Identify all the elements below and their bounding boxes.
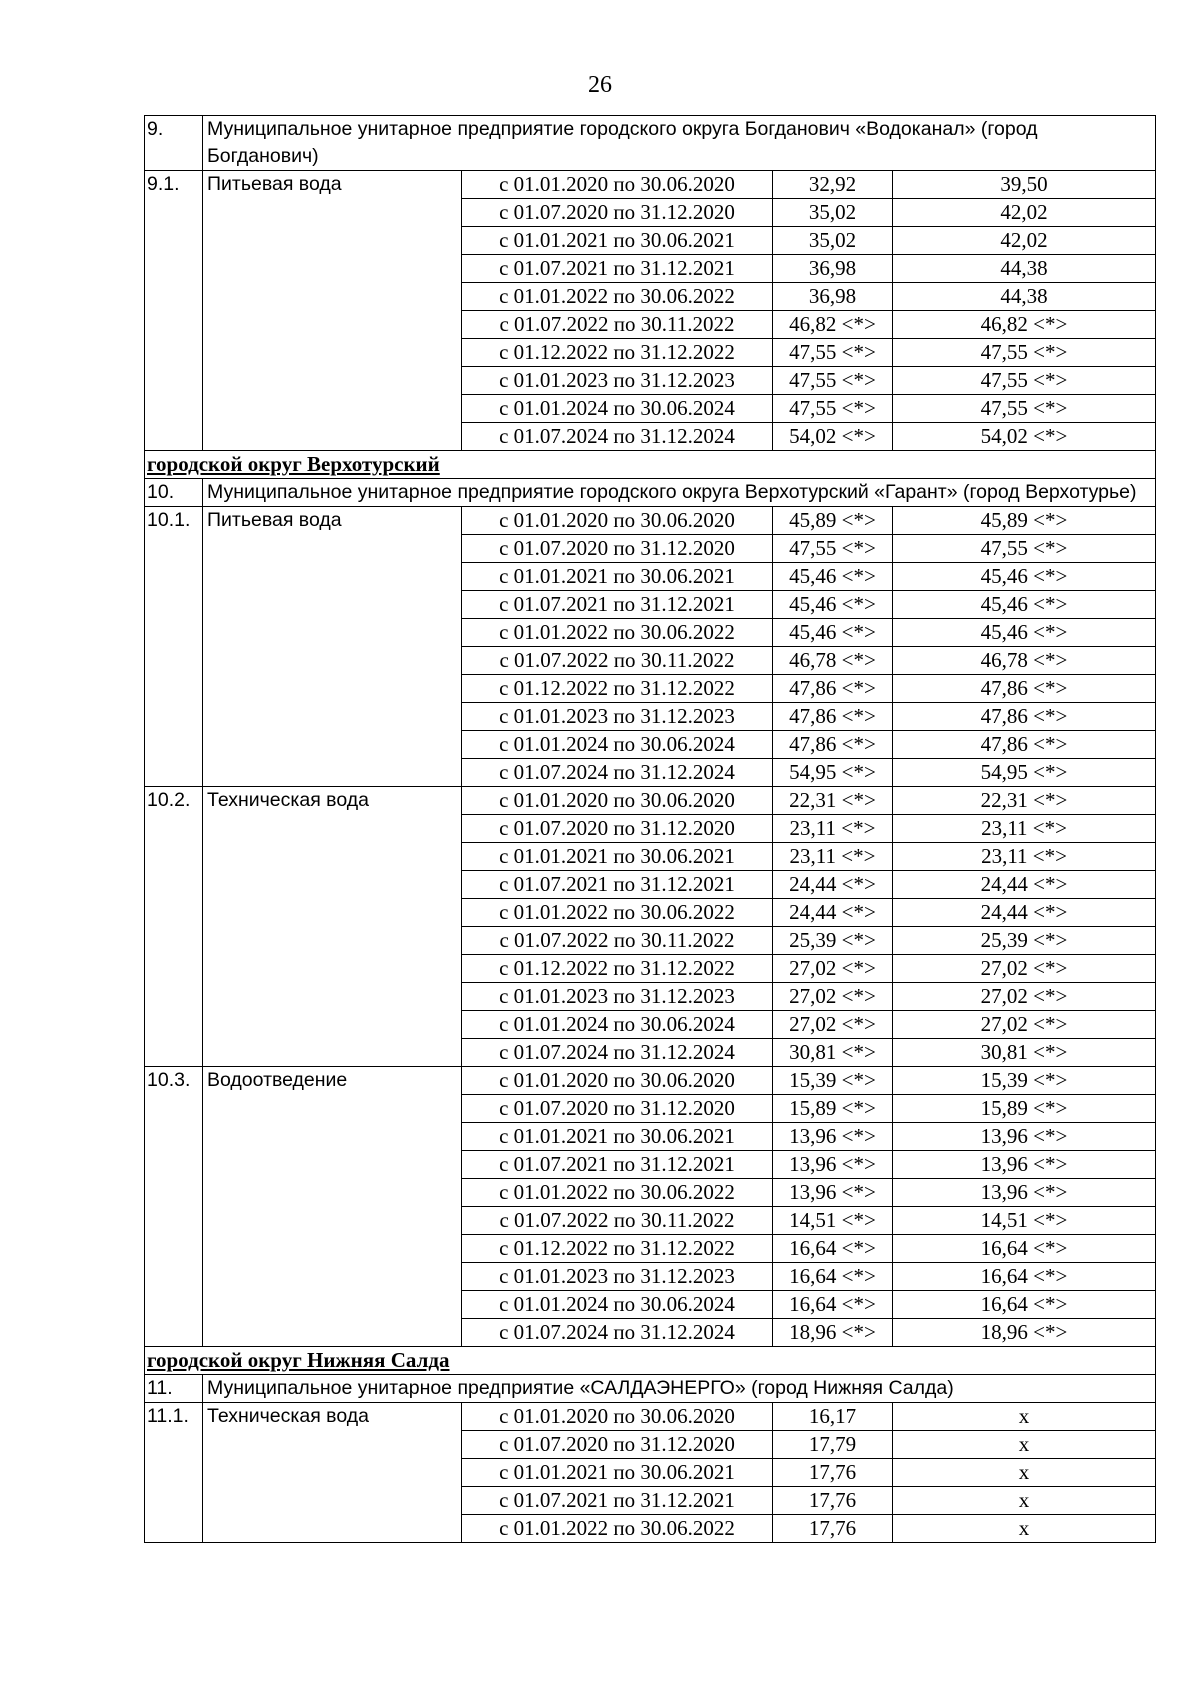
tariff-value-population: 45,46 <*> bbox=[893, 619, 1156, 647]
tariff-row bbox=[145, 1403, 1156, 1431]
tariff-period: с 01.07.2020 по 31.12.2020 bbox=[462, 535, 773, 563]
tariff-value-population: 16,64 <*> bbox=[893, 1291, 1156, 1319]
tariff-value-population: 27,02 <*> bbox=[893, 1011, 1156, 1039]
service-number: 11.1. bbox=[145, 1403, 203, 1543]
tariff-row bbox=[145, 1067, 1156, 1095]
tariff-value-excl-vat: 45,46 <*> bbox=[773, 591, 893, 619]
tariff-period: с 01.07.2022 по 30.11.2022 bbox=[462, 647, 773, 675]
tariff-value-population: 23,11 <*> bbox=[893, 843, 1156, 871]
tariff-value-population: 18,96 <*> bbox=[893, 1319, 1156, 1347]
tariff-value-excl-vat: 17,76 bbox=[773, 1487, 893, 1515]
tariff-value-excl-vat: 13,96 <*> bbox=[773, 1123, 893, 1151]
tariff-value-excl-vat: 23,11 <*> bbox=[773, 843, 893, 871]
tariff-period: с 01.07.2021 по 31.12.2021 bbox=[462, 1151, 773, 1179]
tariff-value-population: 47,55 <*> bbox=[893, 339, 1156, 367]
tariff-value-excl-vat: 27,02 <*> bbox=[773, 1011, 893, 1039]
tariff-value-excl-vat: 18,96 <*> bbox=[773, 1319, 893, 1347]
tariff-period: с 01.07.2022 по 30.11.2022 bbox=[462, 311, 773, 339]
tariff-value-population: 13,96 <*> bbox=[893, 1123, 1156, 1151]
tariff-value-excl-vat: 35,02 bbox=[773, 199, 893, 227]
tariff-value-excl-vat: 16,64 <*> bbox=[773, 1235, 893, 1263]
tariff-period: с 01.01.2021 по 30.06.2021 bbox=[462, 1459, 773, 1487]
tariff-value-population: 24,44 <*> bbox=[893, 871, 1156, 899]
tariff-period: с 01.12.2022 по 31.12.2022 bbox=[462, 955, 773, 983]
tariff-period: с 01.01.2021 по 30.06.2021 bbox=[462, 563, 773, 591]
tariff-value-excl-vat: 16,17 bbox=[773, 1403, 893, 1431]
tariff-value-population: 45,46 <*> bbox=[893, 563, 1156, 591]
tariff-value-excl-vat: 46,78 <*> bbox=[773, 647, 893, 675]
tariff-value-population: 25,39 <*> bbox=[893, 927, 1156, 955]
tariff-value-excl-vat: 30,81 <*> bbox=[773, 1039, 893, 1067]
tariff-value-population: 13,96 <*> bbox=[893, 1151, 1156, 1179]
tariff-value-population: 27,02 <*> bbox=[893, 955, 1156, 983]
tariff-value-population: 14,51 <*> bbox=[893, 1207, 1156, 1235]
tariff-value-excl-vat: 15,39 <*> bbox=[773, 1067, 893, 1095]
tariff-value-excl-vat: 14,51 <*> bbox=[773, 1207, 893, 1235]
district-heading: городской округ Нижняя Салда bbox=[145, 1347, 1156, 1375]
tariff-value-population: 22,31 <*> bbox=[893, 787, 1156, 815]
service-number: 10.1. bbox=[145, 507, 203, 787]
service-name: Водоотведение bbox=[203, 1067, 462, 1347]
service-name: Техническая вода bbox=[203, 787, 462, 1067]
tariff-value-excl-vat: 45,46 <*> bbox=[773, 563, 893, 591]
service-number: 10.2. bbox=[145, 787, 203, 1067]
tariff-period: с 01.01.2024 по 30.06.2024 bbox=[462, 731, 773, 759]
tariff-value-excl-vat: 54,02 <*> bbox=[773, 423, 893, 451]
tariff-period: с 01.01.2022 по 30.06.2022 bbox=[462, 899, 773, 927]
tariff-value-population: 16,64 <*> bbox=[893, 1263, 1156, 1291]
tariff-value-excl-vat: 47,55 <*> bbox=[773, 367, 893, 395]
tariff-value-excl-vat: 22,31 <*> bbox=[773, 787, 893, 815]
tariff-value-excl-vat: 36,98 bbox=[773, 255, 893, 283]
service-number: 10.3. bbox=[145, 1067, 203, 1347]
tariff-value-population: 39,50 bbox=[893, 171, 1156, 199]
tariff-period: с 01.07.2021 по 31.12.2021 bbox=[462, 255, 773, 283]
tariff-value-excl-vat: 47,86 <*> bbox=[773, 703, 893, 731]
tariff-period: с 01.07.2022 по 30.11.2022 bbox=[462, 1207, 773, 1235]
tariff-value-excl-vat: 17,79 bbox=[773, 1431, 893, 1459]
page-number: 26 bbox=[588, 72, 612, 98]
tariff-row bbox=[145, 507, 1156, 535]
organization-number: 10. bbox=[145, 479, 203, 507]
service-name: Питьевая вода bbox=[203, 507, 462, 787]
service-name: Техническая вода bbox=[203, 1403, 462, 1543]
tariff-value-excl-vat: 23,11 <*> bbox=[773, 815, 893, 843]
tariff-table bbox=[144, 115, 1156, 1543]
tariff-period: с 01.01.2020 по 30.06.2020 bbox=[462, 787, 773, 815]
tariff-value-excl-vat: 35,02 bbox=[773, 227, 893, 255]
tariff-value-population: 47,55 <*> bbox=[893, 535, 1156, 563]
tariff-period: с 01.01.2023 по 31.12.2023 bbox=[462, 1263, 773, 1291]
tariff-value-excl-vat: 46,82 <*> bbox=[773, 311, 893, 339]
tariff-value-excl-vat: 15,89 <*> bbox=[773, 1095, 893, 1123]
tariff-value-excl-vat: 16,64 <*> bbox=[773, 1263, 893, 1291]
tariff-period: с 01.01.2022 по 30.06.2022 bbox=[462, 283, 773, 311]
tariff-value-population: 47,86 <*> bbox=[893, 675, 1156, 703]
tariff-period: с 01.07.2024 по 31.12.2024 bbox=[462, 423, 773, 451]
tariff-row bbox=[145, 171, 1156, 199]
tariff-value-excl-vat: 17,76 bbox=[773, 1515, 893, 1543]
district-row bbox=[145, 451, 1156, 479]
tariff-value-population: 27,02 <*> bbox=[893, 983, 1156, 1011]
tariff-value-population: 46,82 <*> bbox=[893, 311, 1156, 339]
tariff-value-population: 47,86 <*> bbox=[893, 731, 1156, 759]
organization-name: Муниципальное унитарное предприятие «САЛДАЭНЕРГО» (город Нижняя Салда) bbox=[203, 1375, 1156, 1403]
tariff-value-population: х bbox=[893, 1515, 1156, 1543]
district-row bbox=[145, 1347, 1156, 1375]
tariff-value-excl-vat: 13,96 <*> bbox=[773, 1179, 893, 1207]
tariff-period: с 01.01.2021 по 30.06.2021 bbox=[462, 843, 773, 871]
service-name: Питьевая вода bbox=[203, 171, 462, 451]
tariff-value-excl-vat: 24,44 <*> bbox=[773, 899, 893, 927]
tariff-value-excl-vat: 16,64 <*> bbox=[773, 1291, 893, 1319]
tariff-period: с 01.07.2020 по 31.12.2020 bbox=[462, 1095, 773, 1123]
tariff-value-population: 47,55 <*> bbox=[893, 395, 1156, 423]
tariff-value-excl-vat: 27,02 <*> bbox=[773, 983, 893, 1011]
tariff-value-excl-vat: 13,96 <*> bbox=[773, 1151, 893, 1179]
tariff-value-population: 47,55 <*> bbox=[893, 367, 1156, 395]
tariff-period: с 01.07.2021 по 31.12.2021 bbox=[462, 1487, 773, 1515]
tariff-value-excl-vat: 47,55 <*> bbox=[773, 535, 893, 563]
tariff-value-population: х bbox=[893, 1403, 1156, 1431]
tariff-value-population: х bbox=[893, 1487, 1156, 1515]
tariff-value-population: 44,38 bbox=[893, 283, 1156, 311]
tariff-value-excl-vat: 47,86 <*> bbox=[773, 675, 893, 703]
district-heading: городской округ Верхотурский bbox=[145, 451, 1156, 479]
organization-name: Муниципальное унитарное предприятие городского округа Богданович «Водоканал» (город Богданович) bbox=[203, 116, 1156, 171]
tariff-period: с 01.07.2024 по 31.12.2024 bbox=[462, 1319, 773, 1347]
tariff-period: с 01.01.2023 по 31.12.2023 bbox=[462, 983, 773, 1011]
tariff-value-population: 45,46 <*> bbox=[893, 591, 1156, 619]
tariff-period: с 01.07.2021 по 31.12.2021 bbox=[462, 591, 773, 619]
tariff-value-excl-vat: 47,55 <*> bbox=[773, 395, 893, 423]
tariff-period: с 01.07.2022 по 30.11.2022 bbox=[462, 927, 773, 955]
tariff-value-population: 54,95 <*> bbox=[893, 759, 1156, 787]
tariff-period: с 01.01.2023 по 31.12.2023 bbox=[462, 367, 773, 395]
tariff-value-excl-vat: 47,86 <*> bbox=[773, 731, 893, 759]
tariff-period: с 01.01.2024 по 30.06.2024 bbox=[462, 1011, 773, 1039]
tariff-period: с 01.01.2022 по 30.06.2022 bbox=[462, 1515, 773, 1543]
tariff-value-population: 42,02 bbox=[893, 227, 1156, 255]
tariff-period: с 01.01.2022 по 30.06.2022 bbox=[462, 1179, 773, 1207]
tariff-value-population: 16,64 <*> bbox=[893, 1235, 1156, 1263]
organization-row bbox=[145, 1375, 1156, 1403]
tariff-period: с 01.07.2024 по 31.12.2024 bbox=[462, 759, 773, 787]
tariff-value-excl-vat: 24,44 <*> bbox=[773, 871, 893, 899]
tariff-value-excl-vat: 25,39 <*> bbox=[773, 927, 893, 955]
tariff-value-population: х bbox=[893, 1459, 1156, 1487]
tariff-period: с 01.01.2021 по 30.06.2021 bbox=[462, 227, 773, 255]
tariff-value-excl-vat: 32,92 bbox=[773, 171, 893, 199]
tariff-period: с 01.01.2020 по 30.06.2020 bbox=[462, 1067, 773, 1095]
organization-row bbox=[145, 479, 1156, 507]
tariff-value-population: 42,02 bbox=[893, 199, 1156, 227]
tariff-period: с 01.01.2022 по 30.06.2022 bbox=[462, 619, 773, 647]
tariff-value-excl-vat: 54,95 <*> bbox=[773, 759, 893, 787]
tariff-value-population: 24,44 <*> bbox=[893, 899, 1156, 927]
tariff-period: с 01.01.2024 по 30.06.2024 bbox=[462, 1291, 773, 1319]
tariff-period: с 01.07.2020 по 31.12.2020 bbox=[462, 199, 773, 227]
tariff-value-population: х bbox=[893, 1431, 1156, 1459]
tariff-value-population: 15,39 <*> bbox=[893, 1067, 1156, 1095]
tariff-value-population: 47,86 <*> bbox=[893, 703, 1156, 731]
tariff-period: с 01.12.2022 по 31.12.2022 bbox=[462, 1235, 773, 1263]
tariff-value-population: 44,38 bbox=[893, 255, 1156, 283]
tariff-period: с 01.07.2020 по 31.12.2020 bbox=[462, 815, 773, 843]
tariff-value-population: 45,89 <*> bbox=[893, 507, 1156, 535]
tariff-value-excl-vat: 27,02 <*> bbox=[773, 955, 893, 983]
service-number: 9.1. bbox=[145, 171, 203, 451]
tariff-period: с 01.01.2020 по 30.06.2020 bbox=[462, 507, 773, 535]
organization-number: 11. bbox=[145, 1375, 203, 1403]
tariff-period: с 01.07.2024 по 31.12.2024 bbox=[462, 1039, 773, 1067]
tariff-value-excl-vat: 45,89 <*> bbox=[773, 507, 893, 535]
tariff-period: с 01.12.2022 по 31.12.2022 bbox=[462, 339, 773, 367]
tariff-value-excl-vat: 17,76 bbox=[773, 1459, 893, 1487]
organization-name: Муниципальное унитарное предприятие городского округа Верхотурский «Гарант» (город Верхотурье) bbox=[203, 479, 1156, 507]
tariff-value-excl-vat: 45,46 <*> bbox=[773, 619, 893, 647]
tariff-period: с 01.01.2023 по 31.12.2023 bbox=[462, 703, 773, 731]
tariff-period: с 01.01.2021 по 30.06.2021 bbox=[462, 1123, 773, 1151]
tariff-value-population: 30,81 <*> bbox=[893, 1039, 1156, 1067]
tariff-value-population: 23,11 <*> bbox=[893, 815, 1156, 843]
tariff-period: с 01.12.2022 по 31.12.2022 bbox=[462, 675, 773, 703]
organization-row bbox=[145, 116, 1156, 171]
tariff-value-population: 46,78 <*> bbox=[893, 647, 1156, 675]
tariff-row bbox=[145, 787, 1156, 815]
tariff-value-excl-vat: 36,98 bbox=[773, 283, 893, 311]
tariff-period: с 01.01.2024 по 30.06.2024 bbox=[462, 395, 773, 423]
tariff-value-population: 15,89 <*> bbox=[893, 1095, 1156, 1123]
organization-number: 9. bbox=[145, 116, 203, 171]
tariff-value-excl-vat: 47,55 <*> bbox=[773, 339, 893, 367]
tariff-period: с 01.01.2020 по 30.06.2020 bbox=[462, 171, 773, 199]
tariff-period: с 01.01.2020 по 30.06.2020 bbox=[462, 1403, 773, 1431]
tariff-period: с 01.07.2021 по 31.12.2021 bbox=[462, 871, 773, 899]
tariff-period: с 01.07.2020 по 31.12.2020 bbox=[462, 1431, 773, 1459]
tariff-value-population: 54,02 <*> bbox=[893, 423, 1156, 451]
tariff-value-population: 13,96 <*> bbox=[893, 1179, 1156, 1207]
